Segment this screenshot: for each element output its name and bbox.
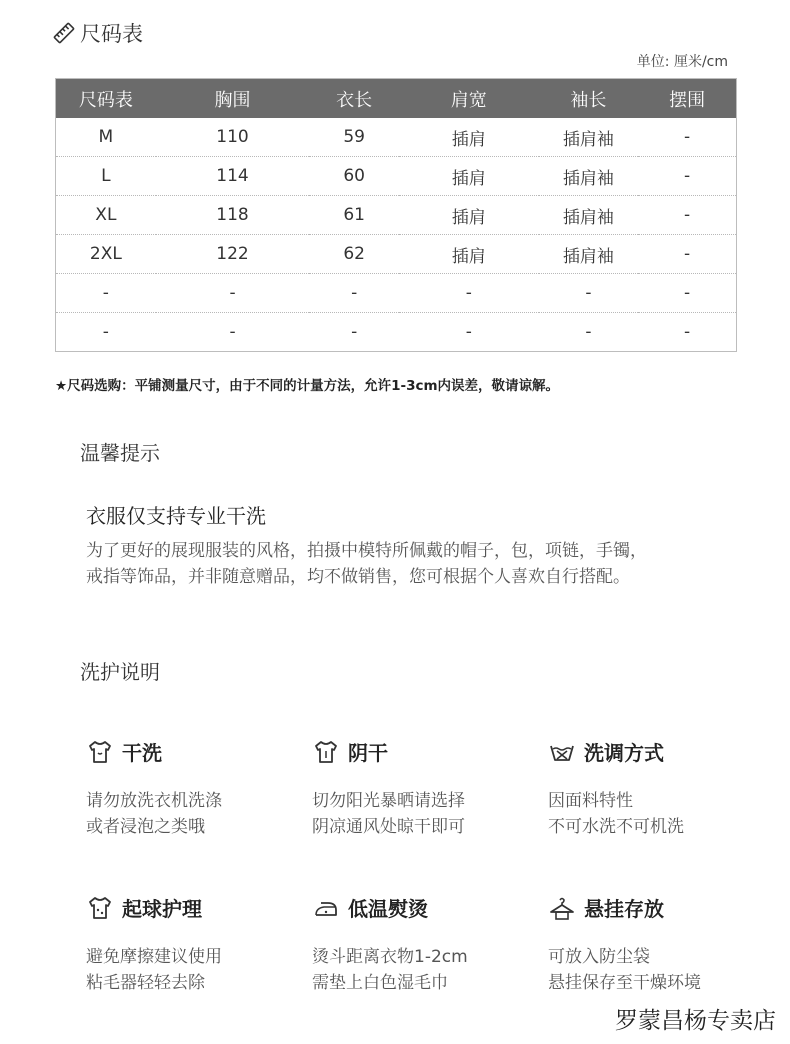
table-cell: - bbox=[638, 157, 736, 196]
care-title: 低温熨烫 bbox=[348, 897, 428, 921]
shirt-icon bbox=[312, 738, 340, 766]
size-note: ★尺码选购：平铺测量尺寸，由于不同的计量方法，允许1-3cm内误差，敬请谅解。 bbox=[55, 378, 560, 394]
table-cell: 插肩袖 bbox=[539, 157, 639, 196]
care-title: 阴干 bbox=[348, 741, 388, 765]
size-table bbox=[55, 78, 737, 352]
shirt-icon bbox=[86, 738, 114, 766]
table-cell: - bbox=[399, 274, 539, 313]
table-cell: - bbox=[684, 322, 691, 342]
size-chart-header bbox=[52, 18, 143, 48]
column-header: 肩宽 bbox=[399, 79, 539, 119]
table-cell: - bbox=[156, 274, 310, 313]
table-cell: L bbox=[56, 157, 156, 196]
table-cell: M bbox=[56, 118, 156, 157]
care-desc-line: 或者浸泡之类哦 bbox=[86, 817, 205, 837]
column-header: 衣长 bbox=[309, 79, 399, 119]
care-item-wash-method bbox=[548, 737, 748, 840]
tips-paragraph bbox=[86, 538, 776, 590]
care-item-pilling bbox=[86, 893, 286, 996]
table-cell: 114 bbox=[156, 157, 310, 196]
table-row bbox=[56, 118, 737, 157]
table-cell: 61 bbox=[309, 196, 399, 235]
tips-heading: 温馨提示 bbox=[80, 441, 160, 465]
column-header: 尺码表 bbox=[56, 79, 156, 119]
table-row bbox=[56, 274, 737, 313]
table-cell: 插肩袖 bbox=[539, 196, 639, 235]
care-desc-line: 需垫上白色湿毛巾 bbox=[312, 973, 448, 993]
table-cell: 122 bbox=[156, 235, 310, 274]
table-cell: - bbox=[585, 322, 592, 342]
care-desc-line: 不可水洗不可机洗 bbox=[548, 817, 684, 837]
hanger-icon bbox=[548, 894, 576, 922]
table-cell: 110 bbox=[156, 118, 310, 157]
table-cell: 插肩 bbox=[399, 235, 539, 274]
table-cell: - bbox=[229, 322, 236, 342]
care-title: 悬挂存放 bbox=[584, 897, 664, 921]
table-cell: 插肩 bbox=[399, 157, 539, 196]
table-cell: - bbox=[638, 274, 736, 313]
table-cell: 62 bbox=[309, 235, 399, 274]
table-cell: - bbox=[309, 274, 399, 313]
care-desc-line: 避免摩擦建议使用 bbox=[86, 947, 222, 967]
column-header: 袖长 bbox=[539, 79, 639, 119]
table-row bbox=[56, 313, 737, 352]
table-cell: - bbox=[465, 322, 472, 342]
table-cell: XL bbox=[56, 196, 156, 235]
care-heading: 洗护说明 bbox=[80, 660, 160, 684]
care-item-low-iron bbox=[312, 893, 512, 996]
care-item-dry-clean bbox=[86, 737, 286, 840]
table-cell: 118 bbox=[156, 196, 310, 235]
table-cell: 59 bbox=[309, 118, 399, 157]
care-desc-line: 切勿阳光暴晒请选择 bbox=[312, 791, 465, 811]
care-item-shade-dry bbox=[312, 737, 512, 840]
unit-label: 单位: 厘米/cm bbox=[636, 54, 728, 70]
tips-subheading: 衣服仅支持专业干洗 bbox=[86, 504, 266, 528]
table-cell: - bbox=[539, 274, 639, 313]
table-cell: 60 bbox=[309, 157, 399, 196]
table-cell: 插肩袖 bbox=[539, 118, 639, 157]
tips-line: 为了更好的展现服装的风格，拍摄中模特所佩戴的帽子，包，项链，手镯， bbox=[86, 541, 647, 561]
care-title: 洗调方式 bbox=[584, 741, 664, 765]
wash-basin-icon bbox=[548, 738, 576, 766]
care-desc-line: 可放入防尘袋 bbox=[548, 947, 650, 967]
care-desc-line: 因面料特性 bbox=[548, 791, 633, 811]
table-cell: - bbox=[351, 322, 358, 342]
size-chart-title: 尺码表 bbox=[80, 22, 143, 46]
care-title: 干洗 bbox=[122, 741, 162, 765]
table-cell: - bbox=[638, 196, 736, 235]
table-cell: 插肩 bbox=[399, 196, 539, 235]
column-header: 胸围 bbox=[156, 79, 310, 119]
care-desc-line: 悬挂保存至干燥环境 bbox=[548, 973, 701, 993]
care-title: 起球护理 bbox=[122, 897, 202, 921]
table-header-row bbox=[56, 79, 737, 119]
table-cell: 2XL bbox=[56, 235, 156, 274]
care-desc-line: 请勿放洗衣机洗涤 bbox=[86, 791, 222, 811]
table-cell: 插肩 bbox=[399, 118, 539, 157]
table-cell: - bbox=[102, 322, 109, 342]
table-cell: - bbox=[638, 118, 736, 157]
shop-name: 罗蒙昌杨专卖店 bbox=[615, 1008, 776, 1034]
table-row bbox=[56, 235, 737, 274]
tips-line: 戒指等饰品，并非随意赠品，均不做销售，您可根据个人喜欢自行搭配。 bbox=[86, 567, 630, 587]
table-cell: 插肩袖 bbox=[539, 235, 639, 274]
care-desc-line: 阴凉通风处晾干即可 bbox=[312, 817, 465, 837]
care-desc-line: 烫斗距离衣物1-2cm bbox=[312, 947, 468, 967]
table-cell: - bbox=[638, 235, 736, 274]
table-row bbox=[56, 196, 737, 235]
shirt-icon bbox=[86, 894, 114, 922]
column-header: 摆围 bbox=[638, 79, 736, 119]
iron-icon bbox=[312, 894, 340, 922]
table-cell: - bbox=[56, 274, 156, 313]
table-row bbox=[56, 157, 737, 196]
ruler-icon bbox=[52, 21, 76, 45]
care-item-hang-storage bbox=[548, 893, 748, 996]
care-desc-line: 粘毛器轻轻去除 bbox=[86, 973, 205, 993]
